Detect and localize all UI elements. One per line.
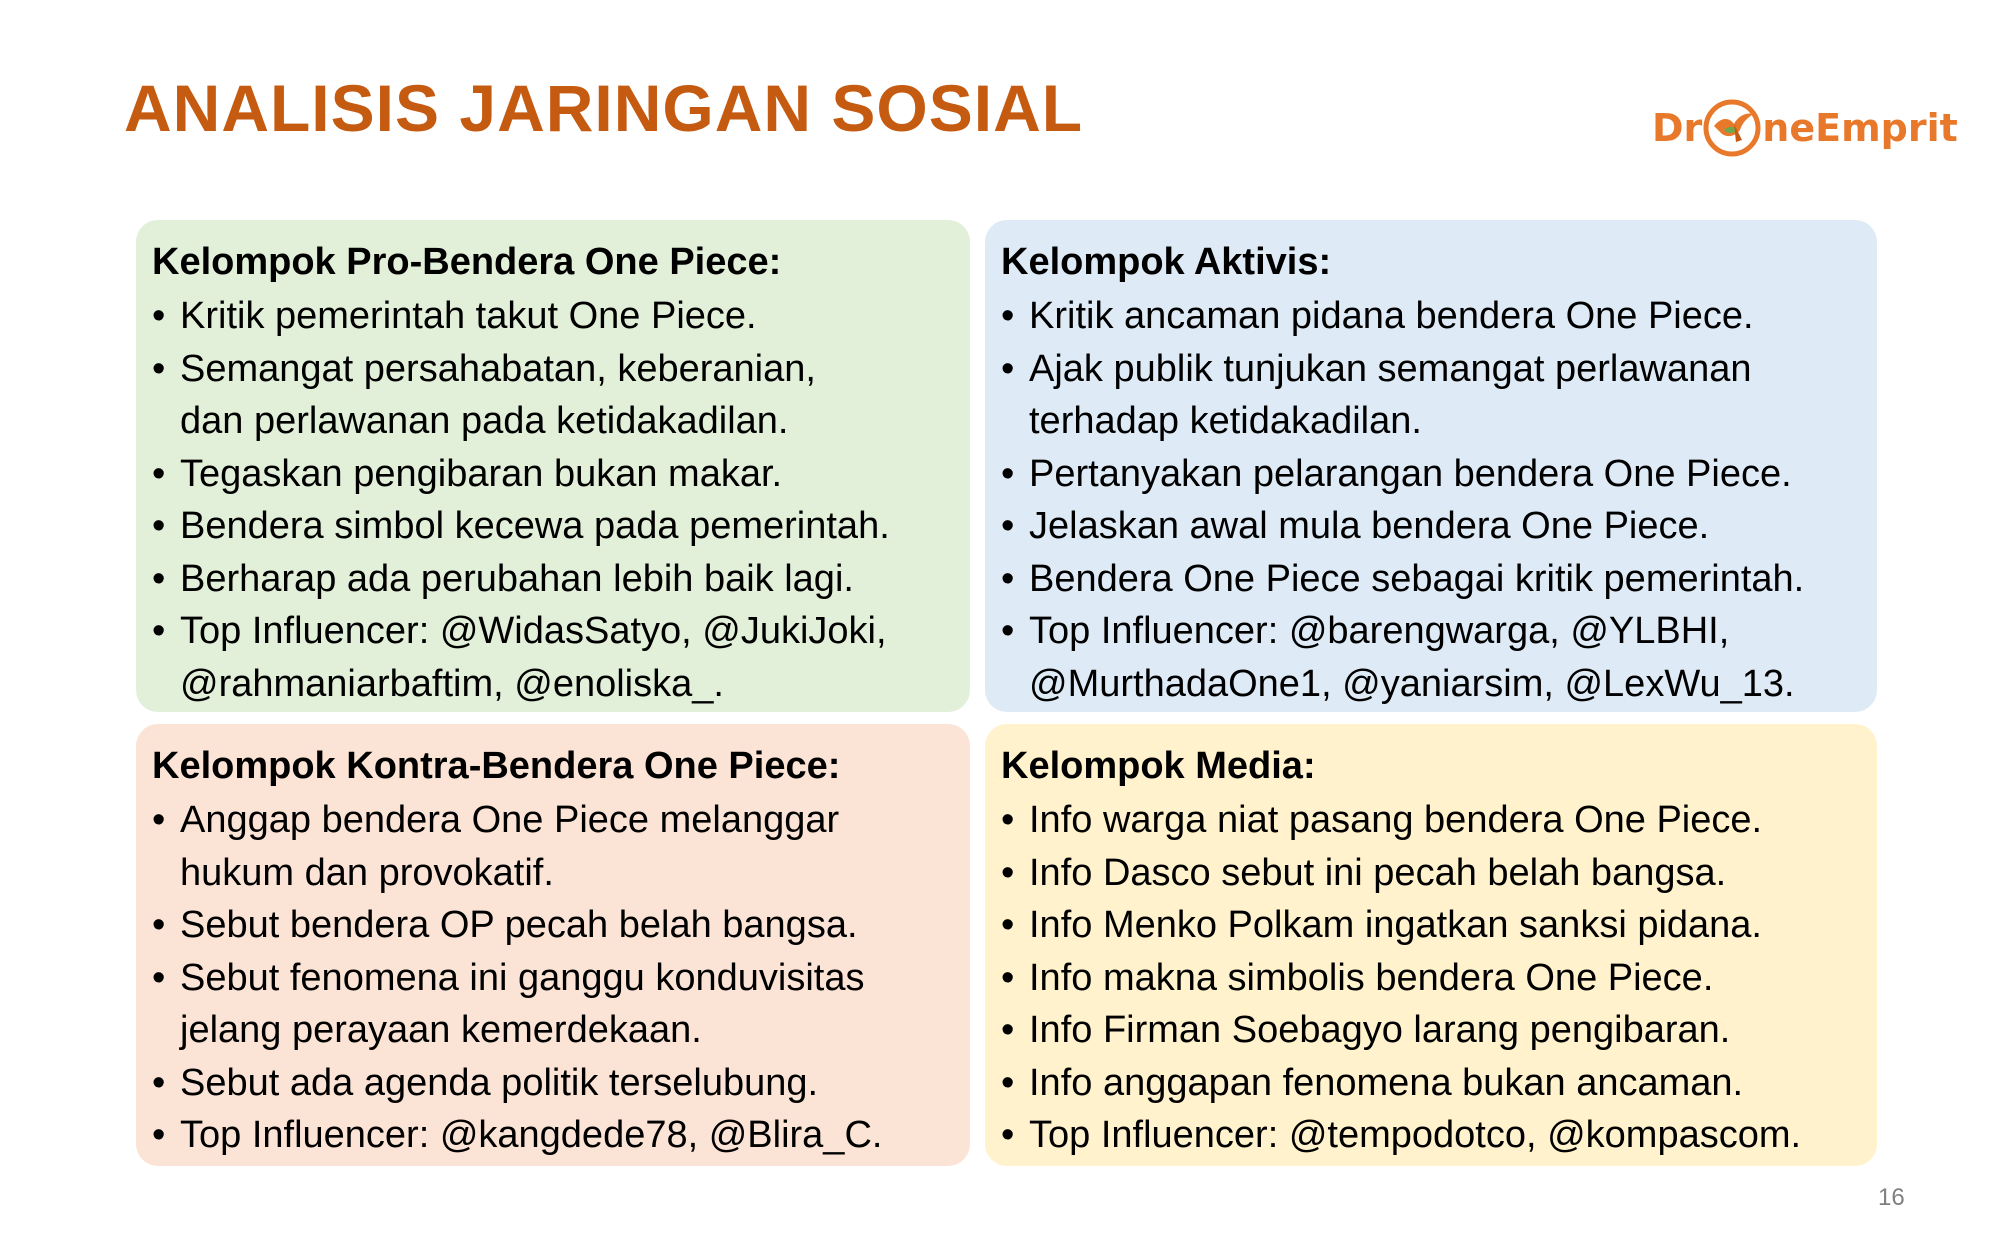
panel-heading: Kelompok Pro-Bendera One Piece:: [152, 241, 782, 283]
list-item: • Info Firman Soebagyo larang pengibaran.: [1001, 1004, 1863, 1057]
list-item: • Jelaskan awal mula bendera One Piece.: [1001, 500, 1863, 553]
list-item: • Top Influencer: @kangdede78, @Blira_C.: [152, 1109, 956, 1162]
panel-kontra-bendera: [136, 724, 970, 1166]
list-item: • Tegaskan pengibaran bukan makar.: [152, 448, 956, 501]
panel-aktivis: [985, 220, 1877, 712]
list-item: • Info Menko Polkam ingatkan sanksi pidana.: [1001, 899, 1863, 952]
panel-heading: Kelompok Aktivis:: [1001, 241, 1332, 283]
logo-text-prefix: Dr: [1652, 106, 1703, 150]
slide-title: ANALISIS JARINGAN SOSIAL: [124, 71, 1084, 145]
list-item: • Sebut bendera OP pecah belah bangsa.: [152, 899, 956, 952]
list-item: • Pertanyakan pelarangan bendera One Piece.: [1001, 448, 1863, 501]
list-item: • Kritik ancaman pidana bendera One Piece.: [1001, 290, 1863, 343]
list-item: • Top Influencer: @WidasSatyo, @JukiJoki, @rahmaniarbaftim, @enoliska_.: [152, 605, 956, 710]
list-item: • Info warga niat pasang bendera One Piece.: [1001, 794, 1863, 847]
list-item: • Bendera simbol kecewa pada pemerintah.: [152, 500, 956, 553]
bird-logo-icon: [1700, 96, 1764, 160]
list-item: • Sebut fenomena ini ganggu konduvisitas jelang perayaan kemerdekaan.: [152, 952, 956, 1057]
list-item: • Info Dasco sebut ini pecah belah bangsa.: [1001, 847, 1863, 900]
list-item: • Semangat persahabatan, keberanian, dan perlawanan pada ketidakadilan.: [152, 343, 956, 448]
list-item: • Info makna simbolis bendera One Piece.: [1001, 952, 1863, 1005]
panel-heading: Kelompok Kontra-Bendera One Piece:: [152, 745, 841, 787]
list-item: • Bendera One Piece sebagai kritik pemerintah.: [1001, 553, 1863, 606]
list-item: • Berharap ada perubahan lebih baik lagi.: [152, 553, 956, 606]
list-item: • Top Influencer: @tempodotco, @kompascom.: [1001, 1109, 1863, 1162]
logo-text-suffix: neEmprit: [1762, 106, 1958, 150]
panel-heading: Kelompok Media:: [1001, 745, 1316, 787]
page-number: 16: [1878, 1184, 1905, 1211]
droneemprit-logo: [1652, 92, 1958, 164]
list-item: • Anggap bendera One Piece melanggar hukum dan provokatif.: [152, 794, 956, 899]
panel-media: [985, 724, 1877, 1166]
list-item: • Kritik pemerintah takut One Piece.: [152, 290, 956, 343]
panel-pro-bendera: [136, 220, 970, 712]
list-item: • Top Influencer: @barengwarga, @YLBHI, @MurthadaOne1, @yaniarsim, @LexWu_13.: [1001, 605, 1863, 710]
list-item: • Sebut ada agenda politik terselubung.: [152, 1057, 956, 1110]
list-item: • Info anggapan fenomena bukan ancaman.: [1001, 1057, 1863, 1110]
list-item: • Ajak publik tunjukan semangat perlawanan terhadap ketidakadilan.: [1001, 343, 1863, 448]
